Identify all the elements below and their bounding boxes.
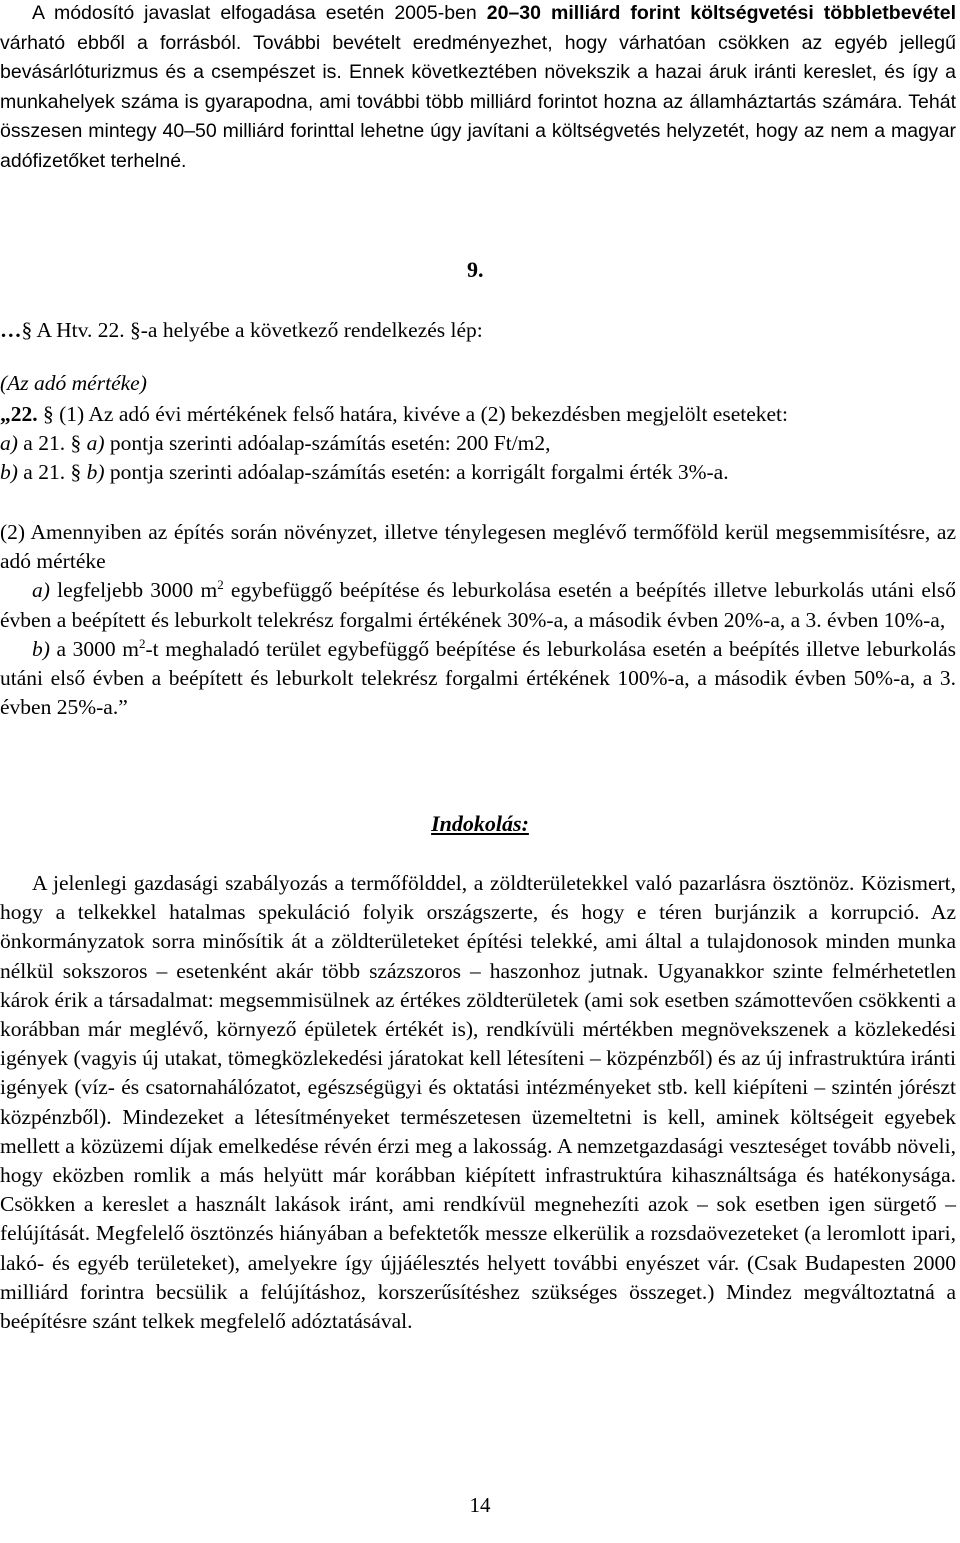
ellipsis: … [0,318,22,342]
intro-paragraph [0,0,956,176]
intro-bold-text: 20–30 milliárd forint költségvetési többletbevétel [486,2,956,24]
page-number: 14 [469,1493,491,1517]
amendment-line [0,318,956,343]
provision-line-b: b) a 21. § b) pontja szerinti adóalap-számítás esetén: a korrigált forgalmi érték 3%-a. [0,460,729,485]
justification-text: A jelenlegi gazdasági szabályozás a termőfölddel, a zöldterületekkel való pazarlásra ösztönöz. Közismert, hogy a telkekkel hatalmas spekuláció folyik országszerte, és hogy e téren burjánzik a korrupció. Az önkormányzatok sorra minősítik át a zöldterületeket építési telekké, ami által a tulajdonosok minden munka nélkül sokszoros – esetenként akár több százszoros – haszonhoz jutnak. Ugyanakkor szinte felmérhetetlen károk érik a társadalmat: megsemmisülnek az értékes zöldterületek (ami sok esetben számottevően csökkenti a korábban már meglévő, környező épületek értékét is), rendkívüli mértékben megnövekszenek a közlekedési igények (vagyis új utakat, tömegközlekedési járatokat kell létesíteni – közpénzből) és az új infrastruktúra iránti igények (víz- és csatornahálózatot, egészségügyi és oktatási intézményeket stb. kell kiépíteni – szintén jórészt közpénzből). Mindezeket a létesítményeket természetesen üzemeltetni is kell, aminek költségeit egyebek mellett a közüzemi díjak emelkedése révén érzi meg a lakosság. A nemzetgazdasági veszteséget tovább növeli, hogy eközben romlik a más helyütt már korábban kiépített infrastruktúra kihasználtsága és hatékonysága. Csökken a kereslet a használt lakások iránt, ami rendkívül megnehezíti azok – sok esetben igen sürgető – felújítását. Megfelelő ösztönzés hiányában a befektetők messze elkerülik a rozsdaövezeteket (a leromlott ipari, lakó- és egyéb területeket), amelyekre így újjáélesztés helyett további enyészet vár. (Csak Budapesten 2000 milliárd forintra becsülik a felújításhoz, korszerűsítéshez szükséges összeget.) Mindez megváltoztatná a beépítésre szánt telkek megfelelő adóztatásával. [0,871,956,1334]
amendment-text: A Htv. 22. §-a helyébe a következő rendelkezés lép: [32,318,483,342]
provision-paragraph-1 [0,400,956,488]
justification-title: Indokolás: [431,811,529,836]
section-sign: § [21,318,33,342]
section-number: 9. [467,257,484,282]
paragraph-2-intro: (2) Amennyiben az építés során növényzet, illetve ténylegesen meglévő termőföld kerül megsemmisítésre, az adó mértéke [0,520,956,574]
provision-heading: (Az adó mértéke) [0,371,147,395]
provision-line-a: a) a 21. § a) pontja szerinti adóalap-számítás esetén: 200 Ft/m2, [0,431,551,456]
provision-paragraph-2 [0,518,956,722]
paragraph-2-item-a: a) legfeljebb 3000 $m^2$ egybefüggő beépítése és leburkolása esetén a beépítés illetve leburkolás utáni első évben a beépített és leburkolt telekrész forgalmi értékének 30%-a, a második évben 20%-a, a 3. évben 10%-a, [0,577,956,632]
provision-line-1: „22. § (1) Az adó évi mértékének felső határa, kivéve a (2) bekezdésben megjelölt eseteket: [0,402,789,426]
intro-text: A módosító javaslat elfogadása esetén 2005-ben [32,2,487,24]
paragraph-2-item-b: b) a 3000 $m^2-t$ meghaladó terület egybefüggő beépítése és leburkolása esetén a beépítés illetve leburkolás utáni első évben a beépített és leburkolt telekrész forgalmi értékének 100%-a, a második évben 50%-a, a 3. évben 25%-a.” [0,635,956,720]
intro-text-rest: várható ebből a forrásból. További bevételt eredményezhet, hogy várhatóan csökken az egyéb jellegű bevásárlóturizmus és a csempészet is. Ennek következtében növekszik a hazai áruk iránti kereslet, és így a munkahelyek száma is gyarapodna, ami további több milliárd forintot hozna az államháztartás számára. Tehát összesen mintegy 40–50 milliárd forinttal lehetne úgy javítani a költségvetés helyzetét, hogy az nem a magyar adófizetőket terhelné. [0,31,956,172]
